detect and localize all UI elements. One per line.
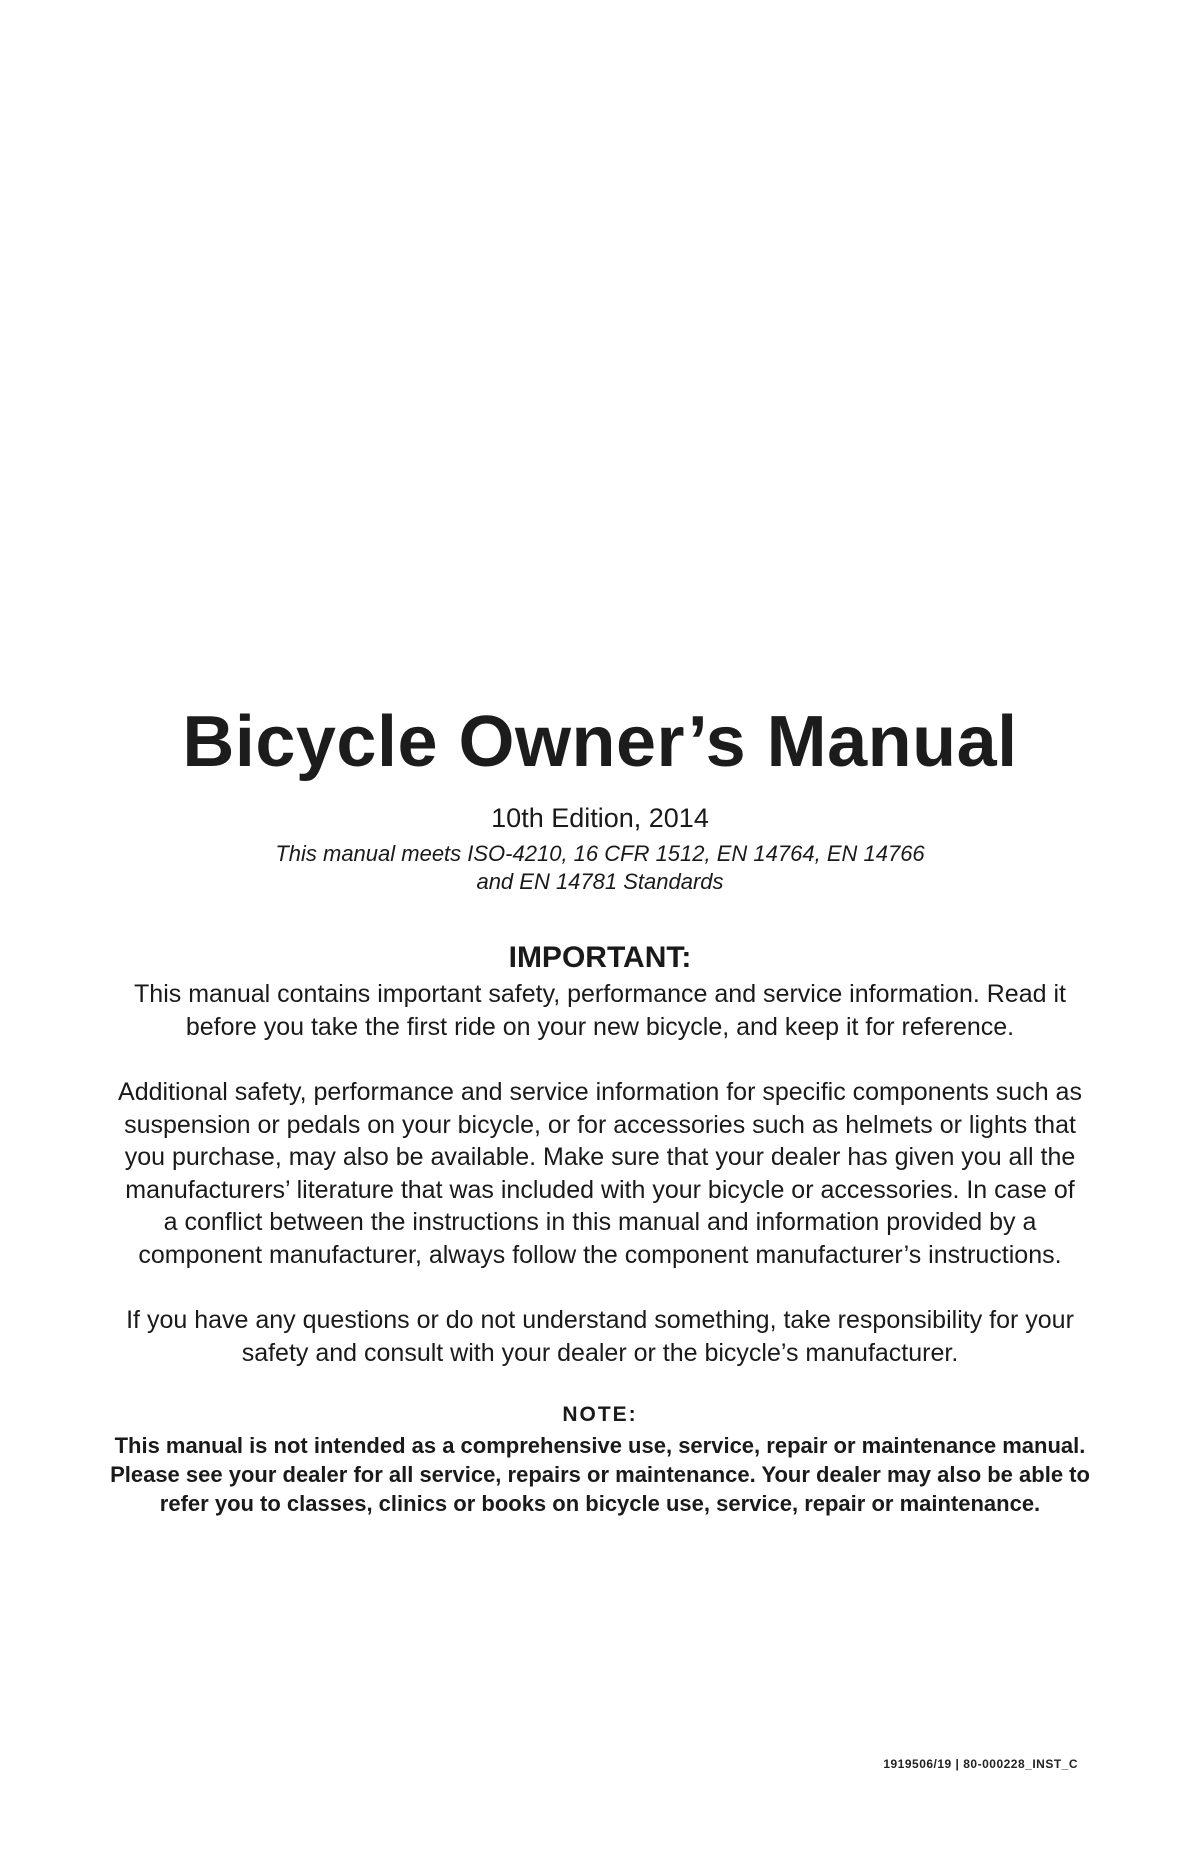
questions-paragraph: If you have any questions or do not understand something, take responsibility for your safety and consult with your dealer or the bicycle’s manufacturer.: [126, 1306, 1074, 1367]
note-heading: NOTE:: [562, 1403, 638, 1426]
edition-line: 10th Edition, 2014: [491, 803, 709, 833]
page-title: Bicycle Owner’s Manual: [182, 702, 1018, 782]
standards-line-1: This manual meets ISO-4210, 16 CFR 1512, EN 14764, EN 14766: [275, 841, 925, 866]
standards-line-2: and EN 14781 Standards: [476, 869, 724, 894]
document-code: 1919506/19 | 80-000228_INST_C: [883, 1757, 1078, 1771]
standards-statement: [220, 840, 980, 896]
manual-content: [100, 700, 1100, 1518]
note-paragraph: This manual is not intended as a comprehensive use, service, repair or maintenance manual. Please see your dealer for all service, repairs or maintenance. Your dealer may also be able to refer you to classes, clinics or books on bicycle use, service, repair or maintenance.: [110, 1433, 1090, 1516]
important-paragraph: This manual contains important safety, performance and service information. Read it before you take the first ride on your new bicycle, and keep it for reference.: [134, 980, 1066, 1041]
important-heading: IMPORTANT:: [508, 941, 692, 974]
additional-info-paragraph: Additional safety, performance and service information for specific components such as suspension or pedals on your bicycle, or for accessories such as helmets or lights that you purchase, may also be available. Make sure that your dealer has given you all the manufacturers’ literature that was included with your bicycle or accessories. In case of a conflict between the instructions in this manual and information provided by a component manufacturer, always follow the component manufacturer’s instructions.: [118, 1078, 1082, 1269]
